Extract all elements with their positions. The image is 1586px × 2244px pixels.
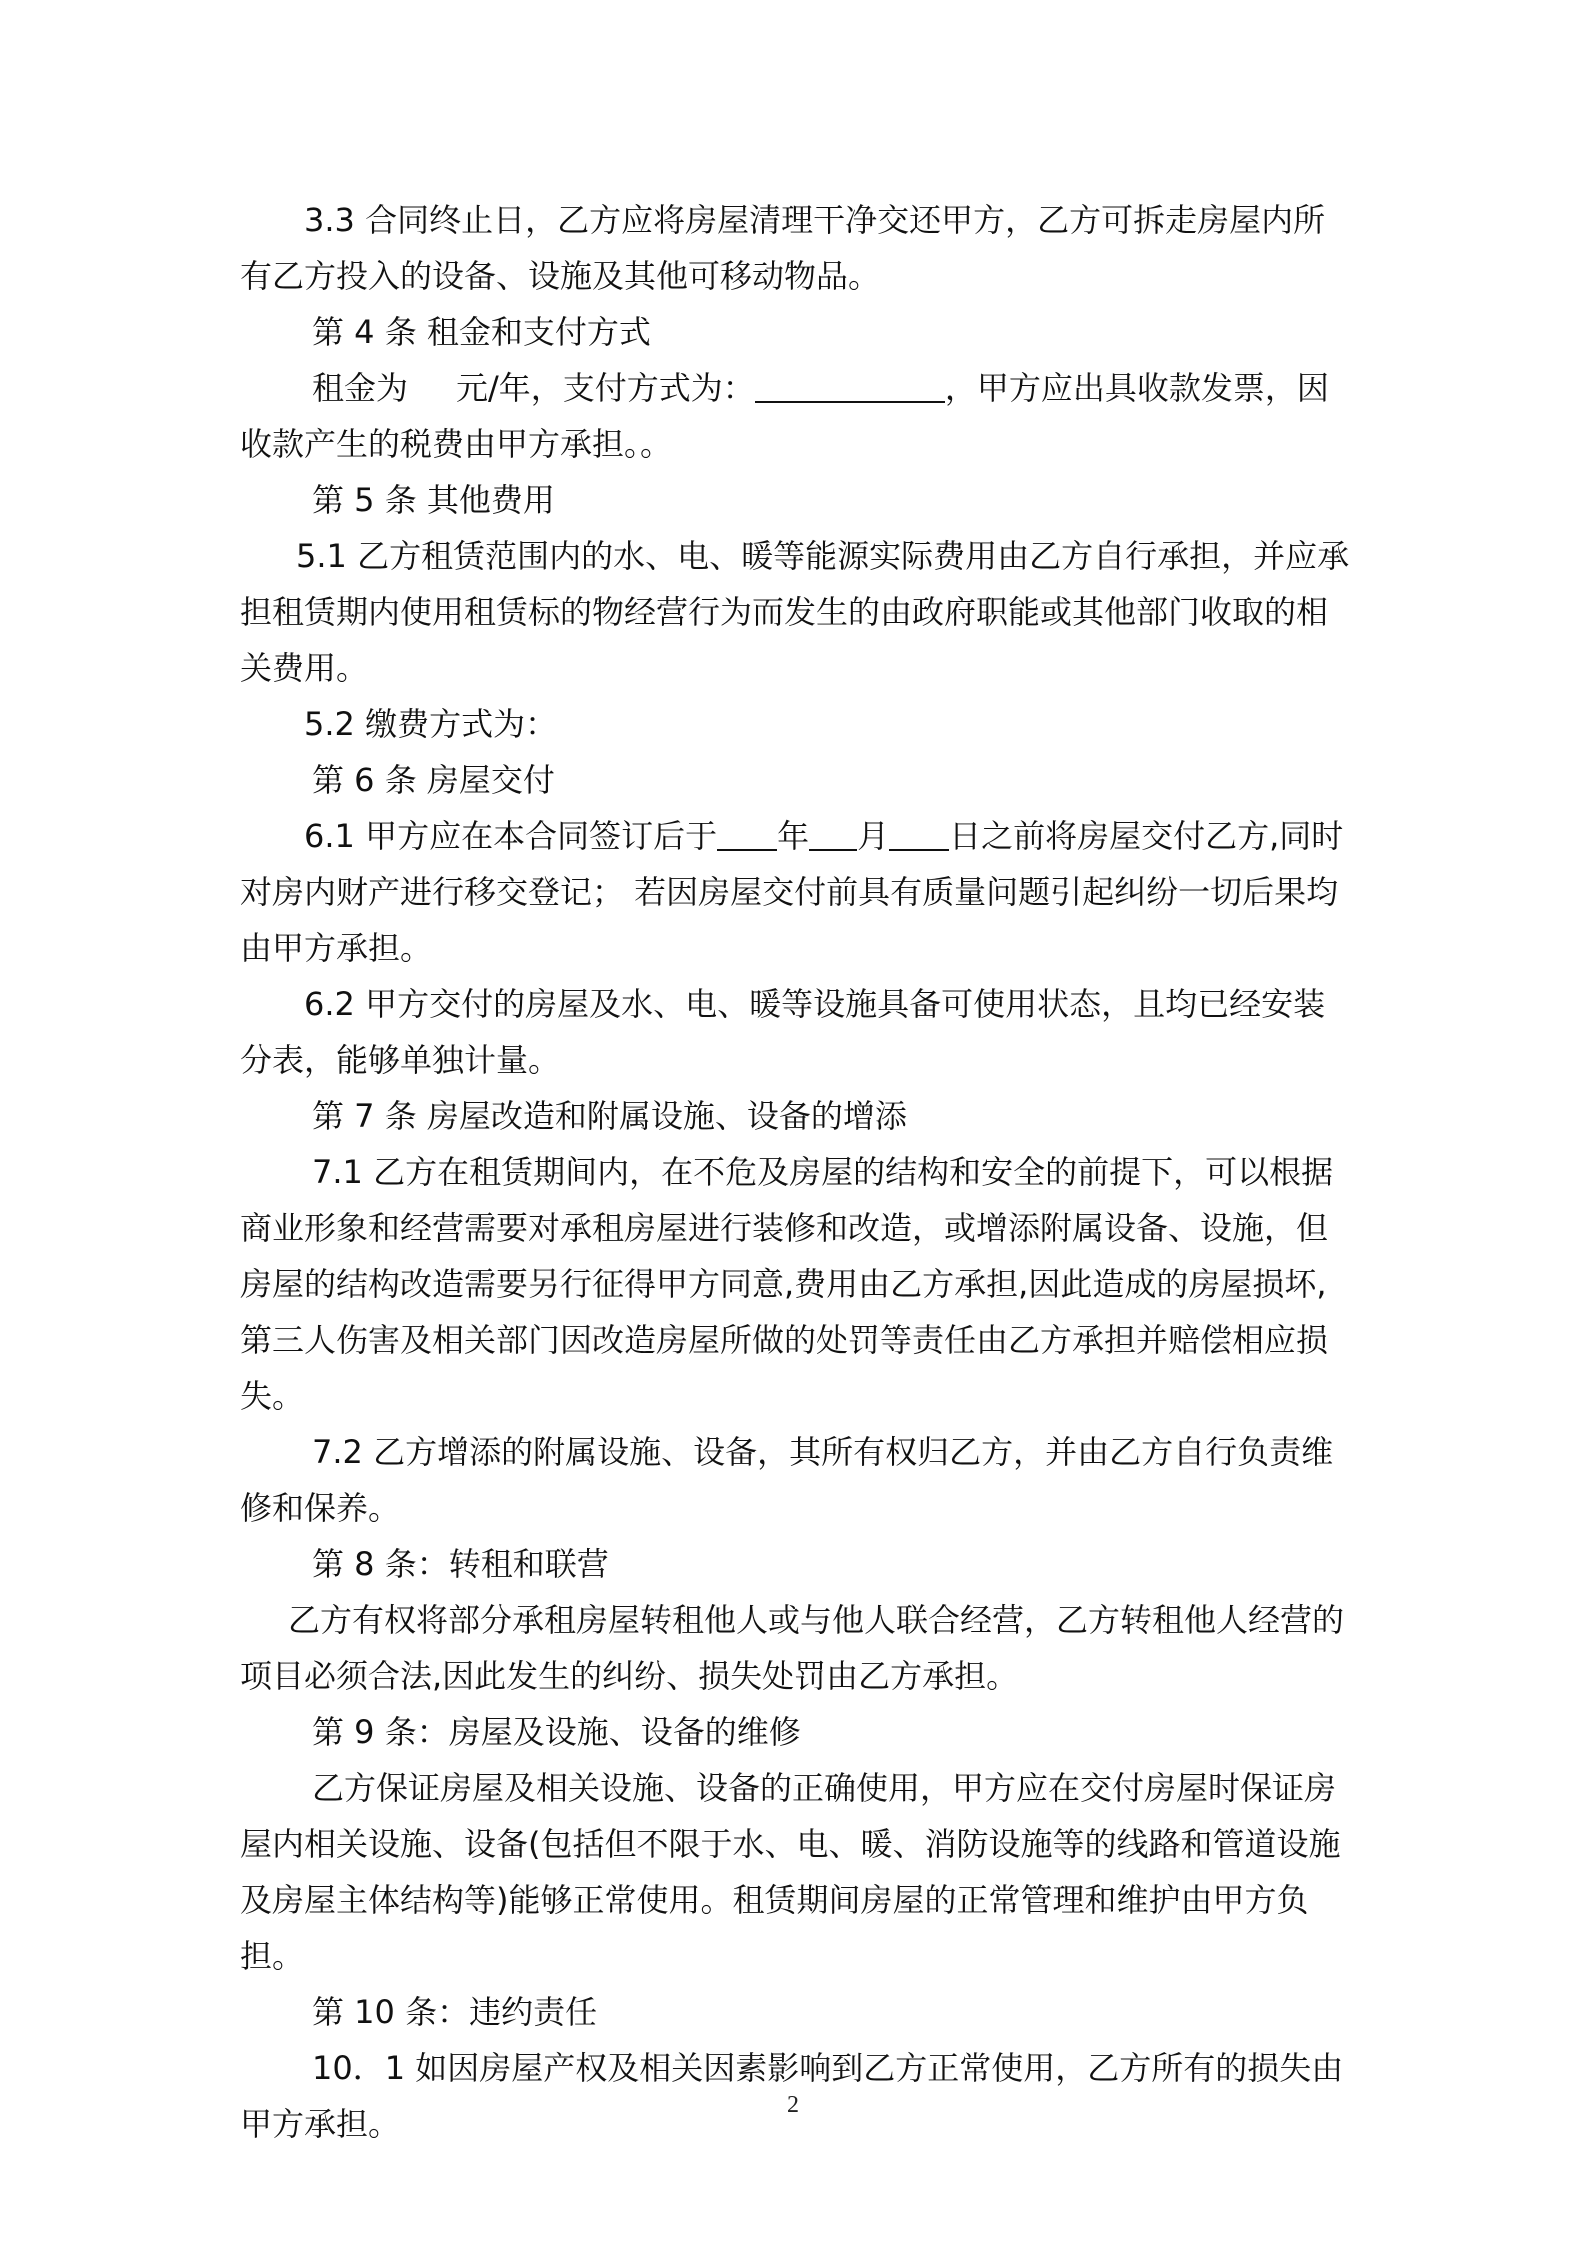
clause-3-3: 3.3 合同终止日，乙方应将房屋清理干净交还甲方，乙方可拆走房屋内所有乙方投入的设备、设施及其他可移动物品。 [240,201,1326,295]
clause-6-2: 6.2 甲方交付的房屋及水、电、暖等设施具备可使用状态，且均已经安装分表，能够单独计量。 [240,985,1326,1079]
clause-5-2: 5.2 缴费方式为： [304,705,558,743]
clause-5-1: 5.1 乙方租赁范围内的水、电、暖等能源实际费用由乙方自行承担，并应承担租赁期内使用租赁标的物经营行为而发生的由政府职能或其他部门收取的相关费用。 [240,537,1350,687]
payment-method-blank [755,371,945,403]
article-4-rent-paragraph [240,360,1350,472]
article-4-title: 第 4 条 租金和支付方式 [312,313,651,351]
clause-7-1: 7.1 乙方在租赁期间内，在不危及房屋的结构和安全的前提下，可以根据商业形象和经营需要对承租房屋进行装修和改造，或增添附属设备、设施，但房屋的结构改造需要另行征得甲方同意,费用由乙方承担,因此造成的房屋损坏,第三人伤害及相关部门因改造房屋所做的处罚等责任由乙方承担并赔偿相应损失。 [240,1153,1334,1415]
article-6-title: 第 6 条 房屋交付 [312,761,555,799]
clause-7-2: 7.2 乙方增添的附属设施、设备，其所有权归乙方，并由乙方自行负责维修和保养。 [240,1433,1334,1527]
month-blank [809,819,857,851]
clause-6-1 [240,808,1350,976]
article-10-title: 第 10 条：违约责任 [312,1993,598,2031]
article-7-title: 第 7 条 房屋改造和附属设施、设备的增添 [312,1097,907,1135]
article-5-title: 第 5 条 其他费用 [312,481,555,519]
rent-invoice-text: ，甲方应出具收款发票，因收款产生的税费由甲方承担。。 [240,369,1329,463]
clause-6-1-rest: 日之前将房屋交付乙方,同时对房内财产进行移交登记； 若因房屋交付前具有质量问题引起纠纷一切后果均由甲方承担。 [240,817,1344,967]
document-body [240,192,1350,2152]
year-label: 年 [777,817,810,855]
day-blank [889,819,949,851]
clause-6-1-lead: 6.1 甲方应在本合同签订后于 [304,817,718,855]
clause-10-1: 10．1 如因房屋产权及相关因素影响到乙方正常使用，乙方所有的损失由甲方承担。 [240,2049,1344,2143]
rent-unit-payment-label: 元/年，支付方式为： [456,369,755,407]
month-label: 月 [857,817,890,855]
article-9-title: 第 9 条：房屋及设施、设备的维修 [312,1713,801,1751]
rent-label: 租金为 [312,369,409,407]
year-blank [717,819,777,851]
article-9-body: 乙方保证房屋及相关设施、设备的正确使用，甲方应在交付房屋时保证房屋内相关设施、设备(包括但不限于水、电、暖、消防设施等的线路和管道设施及房屋主体结构等)能够正常使用。租赁期间房屋的正常管理和维护由甲方负担。 [240,1769,1341,1975]
article-8-title: 第 8 条：转租和联营 [312,1545,609,1583]
article-8-body: 乙方有权将部分承租房屋转租他人或与他人联合经营，乙方转租他人经营的项目必须合法,因此发生的纠纷、损失处罚由乙方承担。 [240,1601,1345,1695]
page-number: 2 [787,2092,799,2118]
